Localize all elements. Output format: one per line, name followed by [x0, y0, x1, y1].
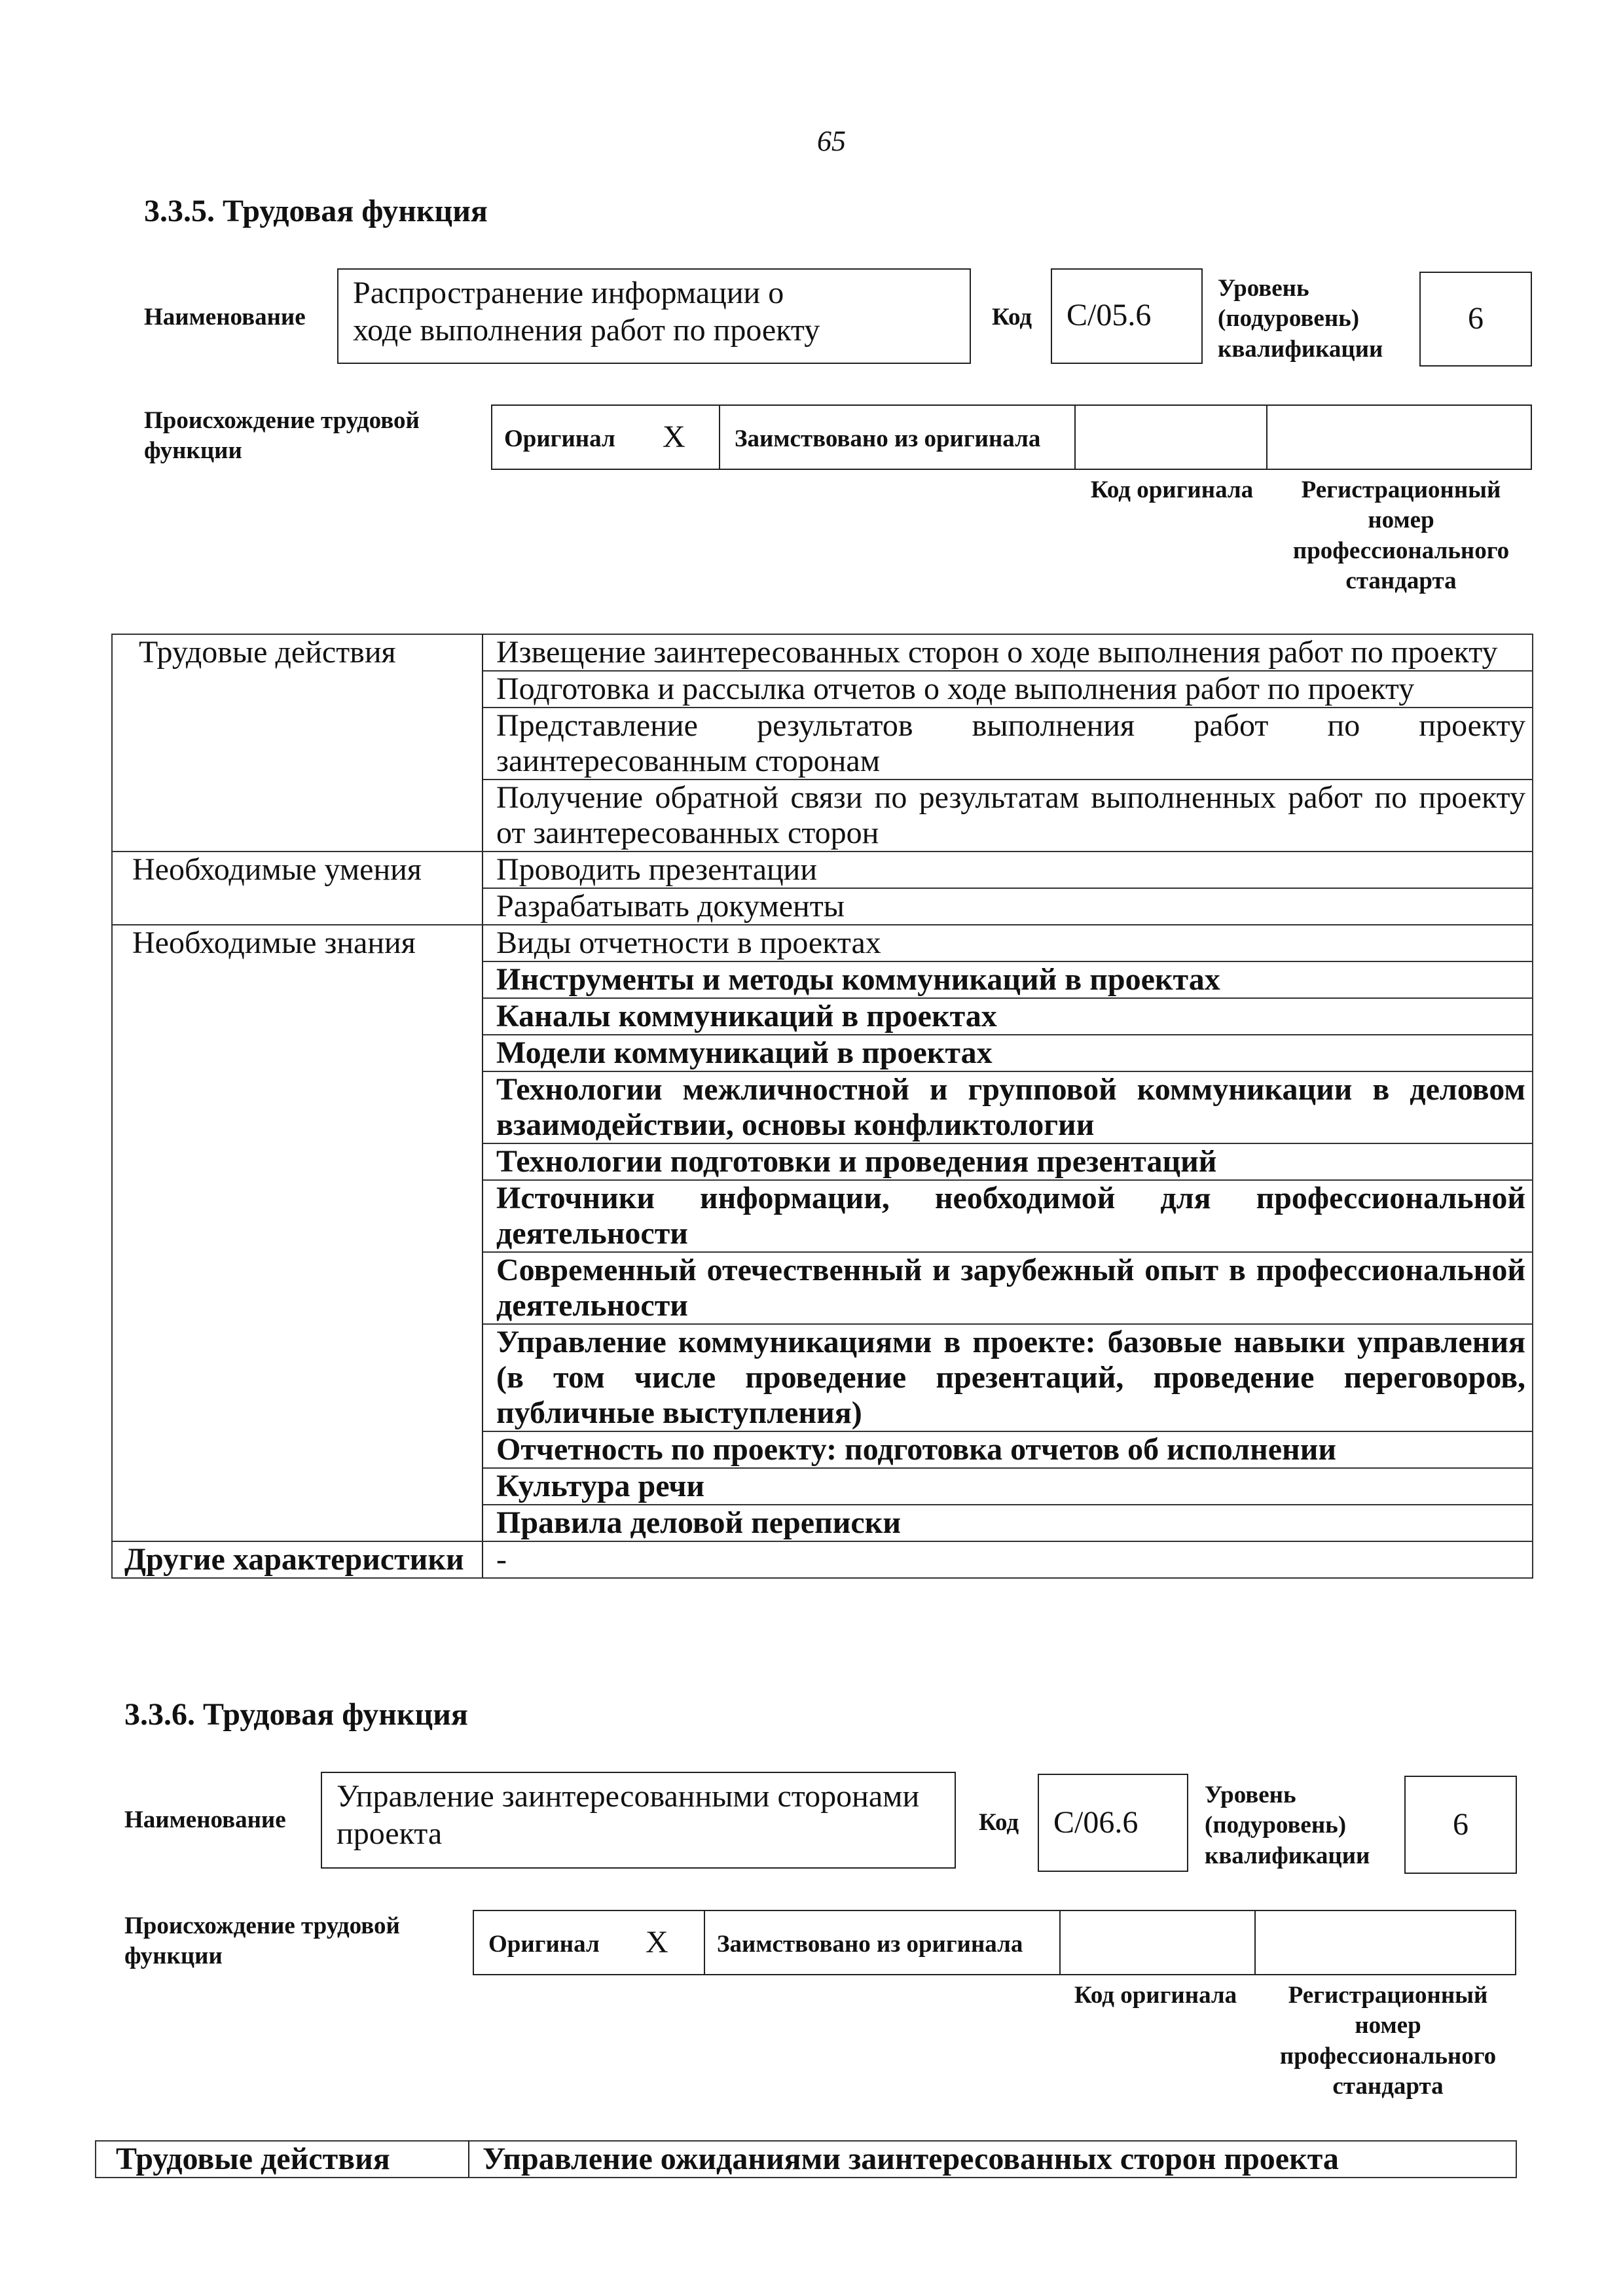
reg-number-caption: Регистрационный номер профессионального стандарта: [1279, 1982, 1497, 2100]
level-value: 6: [1468, 301, 1484, 336]
code-value: C/06.6: [1053, 1805, 1139, 1840]
original-mark: X: [646, 1925, 668, 1960]
code-label: Код: [979, 1809, 1019, 1836]
knowledge-item: Технологии межличностной и групповой коммуникации в деловом взаимодействии, основы конфликтологии: [483, 1071, 1533, 1143]
knowledge-item: Управление коммуникациями в проекте: базовые навыки управления (в том числе проведение презентаций, проведение переговоров, публичные выступления): [483, 1324, 1533, 1431]
code-value: C/05.6: [1067, 298, 1152, 332]
original-label: Оригинал: [504, 425, 615, 452]
labor-action-item: Извещение заинтересованных сторон о ходе выполнения работ по проекту: [483, 634, 1533, 671]
knowledge-item: Виды отчетности в проектах: [483, 925, 1533, 961]
table-row: [112, 1541, 1533, 1578]
table-row: [112, 634, 1533, 671]
labor-action-item: Подготовка и рассылка отчетов о ходе выполнения работ по проекту: [483, 671, 1533, 708]
labor-actions-label: Трудовые действия: [96, 2141, 469, 2178]
code-original-caption: Код оригинала: [1074, 1982, 1237, 2009]
knowledge-item: Правила деловой переписки: [483, 1505, 1533, 1541]
code-value-box: [1051, 268, 1203, 364]
origin-box-regnum: [1266, 404, 1532, 470]
original-label: Оригинал: [488, 1931, 600, 1958]
knowledge-item: Инструменты и методы коммуникаций в проектах: [483, 961, 1533, 998]
reg-number-caption: Регистрационный номер профессионального стандарта: [1292, 476, 1510, 594]
table-row: [112, 852, 1533, 888]
skill-item: Разрабатывать документы: [483, 888, 1533, 925]
labor-action-item: Получение обратной связи по результатам выполненных работ по проекту от заинтересованных сторон: [483, 780, 1533, 852]
knowledge-item: Модели коммуникаций в проектах: [483, 1035, 1533, 1071]
code-original-caption: Код оригинала: [1090, 476, 1254, 503]
level-label: Уровень (подуровень) квалификации: [1205, 1782, 1370, 1869]
skill-item: Проводить презентации: [483, 852, 1533, 888]
origin-label: Происхождение трудовой функции: [124, 1912, 400, 1970]
origin-box-borrowed: [704, 1910, 1061, 1975]
page-number: 65: [817, 125, 846, 157]
other-label: Другие характеристики: [112, 1541, 483, 1578]
level-value: 6: [1453, 1807, 1468, 1842]
level-label: Уровень (подуровень) квалификации: [1218, 275, 1383, 363]
name-label: Наименование: [144, 304, 306, 331]
origin-box-regnum: [1254, 1910, 1516, 1975]
knowledge-item: Отчетность по проекту: подготовка отчетов об исполнении: [483, 1431, 1533, 1468]
knowledge-item: Каналы коммуникаций в проектах: [483, 998, 1533, 1035]
name-value: Управление заинтересованными сторонами проекта: [337, 1779, 920, 1851]
labor-function-table: [95, 2140, 1517, 2178]
skills-label: Необходимые умения: [112, 852, 483, 925]
other-value: -: [483, 1541, 1533, 1578]
knowledge-label: Необходимые знания: [112, 925, 483, 1541]
origin-box-borrowed: [719, 404, 1076, 470]
labor-action-item: Представление результатов выполнения работ по проекту заинтересованным сторонам: [483, 708, 1533, 780]
labor-actions-label: Трудовые действия: [112, 634, 483, 852]
knowledge-item: Современный отечественный и зарубежный опыт в профессиональной деятельности: [483, 1252, 1533, 1324]
original-mark: X: [663, 420, 685, 454]
table-row: [112, 925, 1533, 961]
origin-box-code: [1059, 1910, 1256, 1975]
level-value-box: [1419, 272, 1532, 367]
labor-action-item: Управление ожиданиями заинтересованных сторон проекта: [469, 2141, 1516, 2178]
level-value-box: [1404, 1776, 1517, 1874]
origin-label: Происхождение трудовой функции: [144, 407, 420, 465]
table-row: [96, 2141, 1516, 2178]
section-title: 3.3.6. Трудовая функция: [124, 1697, 468, 1732]
knowledge-item: Технологии подготовки и проведения презентаций: [483, 1143, 1533, 1180]
name-value-box: [321, 1772, 956, 1869]
knowledge-item: Источники информации, необходимой для профессиональной деятельности: [483, 1180, 1533, 1252]
borrowed-label: Заимствовано из оригинала: [735, 425, 1041, 452]
section-title: 3.3.5. Трудовая функция: [144, 194, 488, 228]
origin-box-original: [473, 1910, 705, 1975]
name-value: Распространение информации о ходе выполнения работ по проекту: [353, 276, 820, 348]
origin-box-code: [1074, 404, 1267, 470]
borrowed-label: Заимствовано из оригинала: [717, 1931, 1023, 1958]
name-label: Наименование: [124, 1806, 286, 1833]
knowledge-item: Культура речи: [483, 1468, 1533, 1505]
name-value-box: [337, 268, 971, 364]
origin-box-original: [491, 404, 720, 470]
labor-function-table: [111, 634, 1533, 1579]
code-value-box: [1038, 1774, 1188, 1872]
code-label: Код: [992, 304, 1032, 331]
